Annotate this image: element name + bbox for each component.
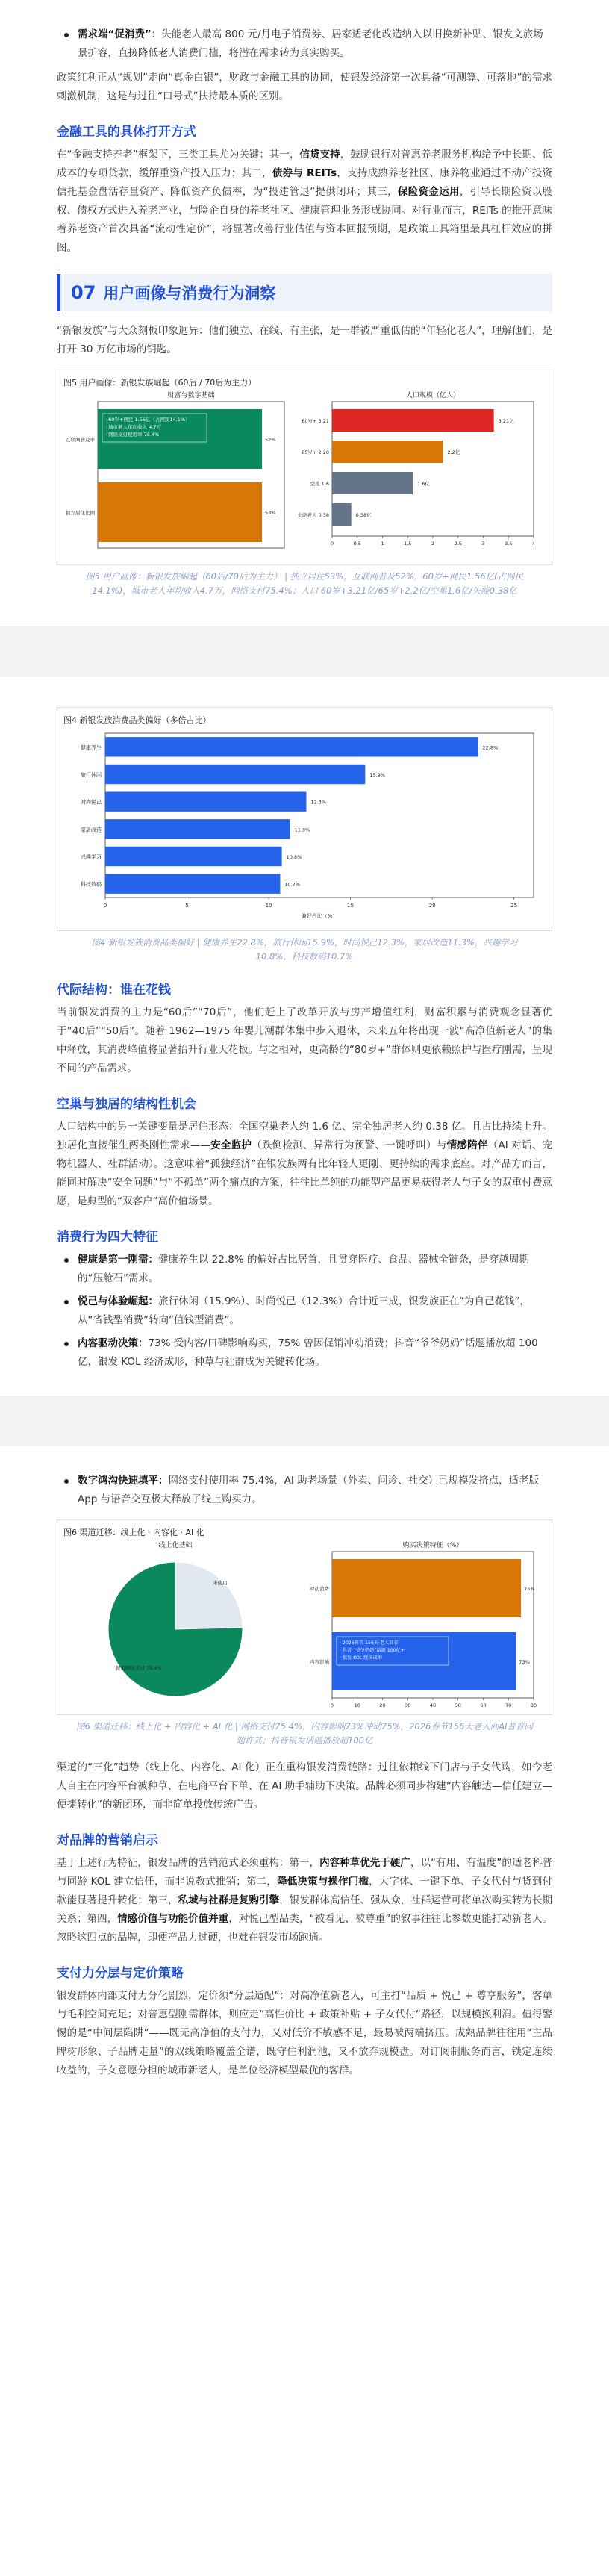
tick-label: 1.5 — [404, 541, 412, 547]
list-item — [61, 25, 552, 63]
bar — [105, 847, 282, 866]
page-3 — [0, 1446, 609, 2104]
data-label: 3.21亿 — [498, 418, 514, 424]
section-heading-pricing: 支付力分层与定价策略 — [57, 1966, 184, 1981]
note-text: · 2026春节 156天·老人回春 — [340, 1640, 399, 1646]
bar — [105, 765, 365, 784]
bar — [332, 409, 494, 432]
list-item: 内容驱动决策：73% 受内容/口碑影响购买，75% 曾因促销冲动消费；抖音“爷爷奶奶”话题播放超 100 亿，银发 KOL 经济成形，种草与社群成为关键转化场。 — [61, 1334, 552, 1372]
page-1 — [0, 0, 609, 626]
figure-5 — [57, 370, 552, 565]
figure-4-chart — [63, 726, 546, 927]
list-item: 数字鸿沟快速填平：网络支付使用率 75.4%，AI 助老场景（外卖、问诊、社交）已规模发挤点，适老版 App 与语音交互极大释放了线上购买力。 — [61, 1472, 552, 1509]
section-title: 用户画像与消费行为洞察 — [103, 284, 276, 302]
figure-6-chart — [63, 1538, 546, 1711]
tick-label: 3 — [481, 541, 485, 547]
tick-label: 20 — [428, 903, 436, 909]
section-heading-07 — [57, 274, 552, 311]
bar — [105, 819, 290, 839]
paragraph: 政策红利正从“规划”走向“真金白银”，财政与金融工具的协同，使银发经济第一次具备“可测算、可落地”的需求刺激机制，这是与过往“口号式”扶持最本质的区别。 — [57, 72, 552, 102]
bar — [105, 791, 306, 811]
tick-label: 健康养生 — [81, 744, 102, 751]
paragraph-marketing: 基于上述行为特征，银发品牌的营销范式必须重构：第一，内容种草优先于硬广，以“有用、有温度”的适老科普与同龄 KOL 建立信任，而非说教式推销；第二，降低决策与操作门槛，大字体、一键下单、子女代付与货到付款能显著提升转化；第三，私域与社群是复购引擎，银发群体高信任、强从众，社群运营可将单次购买转为长期关系；第四，情感价值与功能价值并重，对悦己型品类，“被看见、被尊重”的叙事往往比参数更能打动新老人。忽略这四点的品牌，即便产品力过硬，也难在银发市场跑通。 — [57, 1857, 553, 1944]
data-label: 73% — [519, 1659, 530, 1665]
tick-label: 兴趣学习 — [81, 854, 102, 860]
plot-frame — [105, 733, 534, 897]
note-text: · 网络支付使用率 75.4% — [105, 432, 160, 438]
page-gap — [0, 626, 609, 677]
tick-label: 4 — [531, 541, 536, 547]
bullet-bold: 需求端“促消费” — [78, 28, 152, 40]
tick-label: 2 — [431, 541, 435, 547]
tick-label: 独立居住比例 — [66, 510, 95, 516]
note-text: · 抖音 “爷爷奶奶”话题 100亿+ — [340, 1648, 405, 1653]
tick-label: 空巢 1.6 — [310, 481, 329, 487]
tick-label: 失能老人 0.38 — [297, 512, 329, 518]
tick-label: 时尚悦己 — [81, 799, 102, 806]
section-heading-finance: 金融工具的具体打开方式 — [57, 125, 196, 140]
section-heading-four-traits: 消费行为四大特征 — [57, 1230, 158, 1245]
axis-label: 偏好占比（%） — [301, 913, 338, 919]
data-label: 1.6亿 — [417, 481, 430, 487]
tick-label: 10 — [265, 903, 272, 909]
bar — [332, 503, 352, 526]
tick-label: 互联网普及率 — [66, 437, 95, 443]
figure-label: 图6 渠道迁移：线上化 · 内容化 · AI 化 — [63, 1528, 204, 1537]
tick-label: 0.5 — [353, 541, 361, 547]
bullet-text: ：失能老人最高 800 元/月电子消费券、居家适老化改造纳入以旧换新补贴、银发文旅场景扩容，直接降低老人消费门槛，将潜在需求转为真实购买。 — [78, 28, 543, 59]
tick-label: 旅行休闲 — [81, 772, 102, 778]
panel-title: 财富与数字基础 — [167, 392, 215, 399]
data-label: 22.8% — [482, 744, 499, 751]
tick-label: 10 — [354, 1702, 360, 1708]
data-label: 75% — [524, 1586, 535, 1592]
bar — [332, 441, 443, 463]
figure-label: 图4 新银发族消费品类偏好（多倍占比） — [63, 715, 211, 725]
slice-label: 使用网络支付 75.4% — [116, 1665, 162, 1671]
tick-label: 80 — [530, 1702, 537, 1708]
list-item: 悦己与体验崛起：旅行休闲（15.9%）、时尚悦己（12.3%）合计近三成，银发族正在“为自己花钱”，从“省钱型消费”转向“值钱型消费”。 — [61, 1292, 552, 1330]
figure-4 — [57, 707, 552, 931]
tick-label: 0 — [330, 541, 334, 547]
panel-title: 购买决策特征（%） — [402, 1542, 463, 1549]
paragraph-empty-nest: 人口结构中的另一关键变量是居住形态：全国空巢老人约 1.6 亿、完全独居老人约 0.38 亿。且占比持续上升。独居化直接催生两类刚性需求——安全监护（跌倒检测、异常行为预警、一键呼叫）与情感陪伴（AI 对话、宠物机器人、社群活动）。这意味着“孤独经济”在银发族两有比年轻人更刚、更持续的需求底座。对产品方而言，能同时解决“安全问题”与“不孤单”两个痛点的方案，往往比单纯的功能型产品更易获得老人与子女的双重付费意愿，是典型的“双客户”高价值场景。 — [57, 1121, 553, 1207]
tick-label: 15 — [347, 903, 355, 909]
note-text: · 60岁+网民 1.56亿（占网民14.1%） — [105, 417, 190, 423]
tick-label: 65岁+ 2.20 — [302, 449, 329, 455]
paragraph-pricing: 银发群体内部支付力分化剧烈，定价须“分层适配”：对高净值新老人，可主打“品质 + 悦己 + 尊享服务”，客单与毛利空间充足；对普惠型刚需群体，则应走“高性价比 + 政策补贴 + 子女代付”路径，以规模换利润。值得警惕的是“中间层陷阱”——既无高净值的支付力，又对低价不敏感不足，最易被两端挤压。成熟品牌往往用“主品牌树形象、子品牌走量”的双线策略覆盖全谱，既守住利润池，又不放弃规模盘。对订阅制服务而言，锁定连续收益的，子女意愿分担的城市新老人，是单位经济模型最优的客群。 — [57, 1990, 552, 2076]
tick-label: 0 — [330, 1702, 334, 1708]
panel-title: 线上化基础 — [158, 1542, 193, 1549]
data-label: 53% — [265, 510, 276, 516]
section-number: 07 — [71, 282, 96, 303]
figure-caption: 图6 渠道迁移：线上化 + 内容化 + AI 化 | 网络支付75.4%，内容影响73%冲动75%，2026春节156天老人回AI普普问题许其；抖音银发话题播放超100亿 — [75, 1721, 534, 1746]
paragraph-finance: 在“金融支持养老”框架下，三类工具尤为关键：其一，信贷支持，鼓励银行对普惠养老服务机构给予中长期、低成本的专项贷款，缓解重资产投入压力；其二，债券与 REITs，支持成熟养老社区、康养物业通过不动产投资信托基金盘活存量资产、降低资产负债率，为“投建管退”提供闭环；其三，保险资金运用，引导长期险资以股权、债权方式进入养老产业，与险企自身的养老社区、健康管理业务形成协同。对行业而言，REITs 的推开意味着养老资产首次具备“流动性定价”，将显著改善行业估值与资本回报预期，是政策工具箱里最具杠杆效应的拼图。 — [57, 149, 553, 254]
tick-label: 科技数码 — [81, 881, 102, 888]
tick-label: 50 — [455, 1702, 461, 1708]
data-label: 10.8% — [286, 854, 302, 860]
data-label: 11.3% — [294, 827, 310, 833]
bar — [332, 472, 413, 494]
tick-label: 冲动消费 — [310, 1586, 329, 1592]
figure-caption: 图4 新银发族消费品类偏好 | 健康养生22.8%，旅行休闲15.9%，时尚悦己12.3%，家居改造11.3%，兴趣学习10.8%，科技数码10.7% — [91, 937, 518, 962]
paragraph-generation: 当前银发消费的主力是“60后”“70后”，他们赶上了改革开放与房产增值红利，财富积累与消费观念显著优于“40后”“50后”。随着 1962—1975 年婴儿潮群体集中步入退休，未来五年将出现一波“高净值新老人”的集中释放，其消费峰值将显著抬升行业天花板。与之相对，更高龄的“80岁+”群体则更依赖照护与医疗刚需，呈现不同的产品需求。 — [57, 1007, 552, 1074]
bar — [332, 1559, 521, 1617]
tick-label: 60岁+ 3.21 — [302, 418, 329, 424]
tick-label: 3.5 — [505, 541, 513, 547]
list-item: 健康是第一刚需：健康养生以 22.8% 的偏好占比居首，且贯穿医疗、食品、器械全链条，是穿越周期的“压舱石”需求。 — [61, 1251, 552, 1288]
figure-6 — [57, 1519, 552, 1715]
tick-label: 20 — [379, 1702, 386, 1708]
tick-label: 25 — [510, 903, 518, 909]
figure-label: 图5 用户画像：新银发族崛起（60后 / 70后为主力） — [63, 378, 257, 388]
tick-label: 家居改造 — [81, 827, 102, 833]
slice-label: 未使用 — [213, 1580, 228, 1586]
tick-label: 0 — [103, 903, 107, 909]
bar — [105, 874, 280, 893]
tick-label: 内容影响 — [310, 1659, 329, 1665]
page-2 — [0, 677, 609, 1396]
tick-label: 2.5 — [454, 541, 462, 547]
section-heading-generation: 代际结构：谁在花钱 — [57, 983, 171, 998]
tick-label: 1 — [381, 541, 384, 547]
pie-slice — [175, 1562, 243, 1629]
data-label: 15.9% — [369, 772, 385, 778]
paragraph-channel: 渠道的“三化”趋势（线上化、内容化、AI 化）正在重构银发消费链路：过往依赖线下门店与子女代购，如今老人自主在内容平台被种草、在电商平台下单、在 AI 助手辅助下决策。品牌必须同步构建“内容触达—信任建立—便捷转化”的新闭环，而非简单投放传统广告。 — [57, 1761, 552, 1811]
tick-label: 5 — [185, 903, 189, 909]
data-label: 2.2亿 — [447, 449, 460, 455]
data-label: 12.3% — [310, 799, 327, 806]
section-heading-empty-nest: 空巢与独居的结构性机会 — [57, 1097, 196, 1112]
traits-list — [61, 1251, 552, 1372]
figure-5-chart — [63, 388, 546, 561]
figure-caption: 图5 用户画像：新银发族崛起（60后/70后为主力） | 独立居住53%，互联网普及52%，60岁+网民1.56亿(占网民14.1%)，城市老人年均收入4.7万，网络支付75.4%；人口 60岁+3.21亿/65岁+2.2亿/空巢1.6亿/失能0.38亿 — [85, 571, 524, 596]
tick-label: 70 — [505, 1702, 512, 1708]
policy-bullets — [61, 25, 552, 63]
page-gap — [0, 1396, 609, 1446]
note-text: · 银发 KOL 经济成形 — [340, 1655, 383, 1661]
section-heading-marketing: 对品牌的营销启示 — [57, 1833, 158, 1848]
traits-list-cont — [61, 1472, 552, 1509]
tick-label: 40 — [429, 1702, 437, 1708]
bar — [98, 482, 262, 542]
paragraph-intro: “新银发族”与大众刻板印象迥异：他们独立、在线、有主张，是一群被严重低估的“年轻化老人”，理解他们，是打开 30 万亿市场的钥匙。 — [57, 325, 552, 355]
note-text: · 城市老人年均收入 4.7万 — [105, 424, 162, 430]
tick-label: 30 — [405, 1702, 411, 1708]
panel-title: 人口规模（亿人） — [405, 392, 460, 399]
data-label: 52% — [265, 437, 276, 443]
bar — [105, 737, 478, 756]
data-label: 0.38亿 — [355, 512, 372, 518]
tick-label: 60 — [480, 1702, 487, 1708]
data-label: 10.7% — [284, 881, 301, 888]
